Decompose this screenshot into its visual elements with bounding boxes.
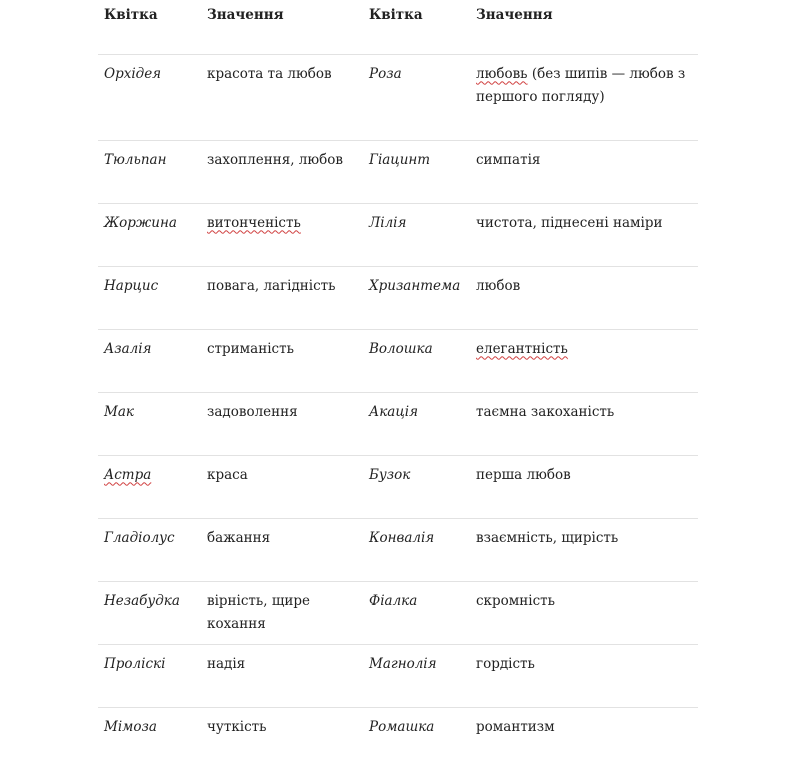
flower-meaning: повага, лагідність [201,266,363,329]
flower-meaning: перша любов [470,455,698,518]
misspelled-word: любовь [476,65,528,82]
flower-meaning: симпатія [470,140,698,203]
flower-name: Нарцис [98,266,201,329]
table-row [98,518,698,581]
flower-meaning: вірність, щире кохання [201,581,363,644]
table-row [98,54,698,140]
flower-meaning [201,203,363,266]
flower-name: Конвалія [363,518,470,581]
flower-meaning: таємна закоханість [470,392,698,455]
flower-meaning: взаємність, щирість [470,518,698,581]
flower-name: Акація [363,392,470,455]
flower-name: Ромашка [369,718,435,735]
flower-meaning: захоплення, любов [201,140,363,203]
flower-meaning: скромність [470,581,698,644]
misspelled-word: витонченість [207,214,301,231]
flower-name: Лілія [363,203,470,266]
misspelled-word: елегантність [476,340,568,357]
table-row [98,707,698,770]
flower-meaning: чуткість [207,718,267,735]
flower-meaning [470,329,698,392]
flower-meaning: романтизм [476,718,555,735]
table-row [98,266,698,329]
flower-name: Орхідея [98,54,201,140]
flower-name: Азалія [98,329,201,392]
flower-meaning: чистота, піднесені наміри [470,203,698,266]
header-meaning-2: Значення [470,0,698,54]
flower-name: Магнолія [363,644,470,707]
flower-meaning: краса [201,455,363,518]
flower-name: Гладіолус [98,518,201,581]
flower-name: Жоржина [98,203,201,266]
flower-name: Гіацинт [363,140,470,203]
flower-name: Фіалка [363,581,470,644]
table-row [98,392,698,455]
table-row [98,455,698,518]
table-row [98,644,698,707]
flower-name: Волошка [363,329,470,392]
flower-name: Хризантема [363,266,470,329]
flower-name: Тюльпан [98,140,201,203]
flower-meaning: надія [201,644,363,707]
meaning-text: (без шипів — любов з першого погляду) [476,65,686,105]
flower-meaning: задоволення [201,392,363,455]
table-row [98,329,698,392]
table-header-row [98,0,698,54]
flower-name: Пролiскi [98,644,201,707]
flower-name: Бузок [363,455,470,518]
table-row [98,203,698,266]
table-row [98,581,698,644]
flower-name: Мімоза [104,718,157,735]
flower-name [98,455,201,518]
header-meaning-1: Значення [201,0,363,54]
flower-name: Роза [363,54,470,140]
flower-meaning: красота та любов [201,54,363,140]
table-row [98,140,698,203]
flower-meaning: гордість [470,644,698,707]
misspelled-word: Астра [104,466,152,483]
flower-meaning: бажання [201,518,363,581]
flower-meaning: стриманість [201,329,363,392]
flower-meaning [470,54,698,140]
header-flower-1: Квітка [98,0,201,54]
flower-meaning-table [98,0,698,770]
flower-name: Мак [98,392,201,455]
flower-name: Незабудка [98,581,201,644]
flower-meaning: любов [470,266,698,329]
header-flower-2: Квітка [363,0,470,54]
